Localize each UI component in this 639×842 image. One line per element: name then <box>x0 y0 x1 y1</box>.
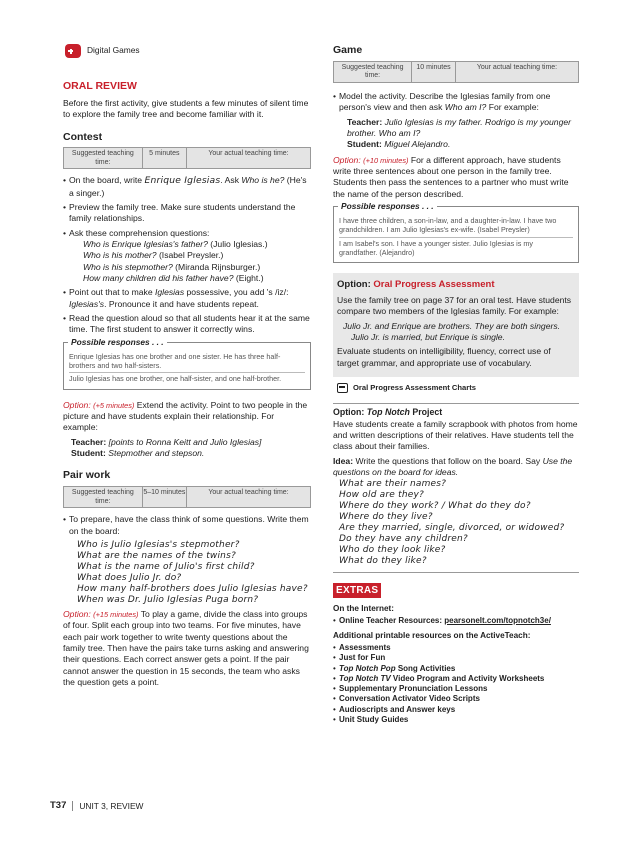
text: Assessments <box>339 643 391 653</box>
assessment-text: Use the family tree on page 37 for an oral test. Have students compare two members of the Iglesias family. For example: <box>337 294 572 317</box>
game-step-1 <box>333 91 579 114</box>
text: Top Notch TV <box>339 673 391 683</box>
text: For example: <box>486 102 539 113</box>
board-question: What is the name of Julio's first child? <box>77 561 255 572</box>
extras-item <box>333 694 579 704</box>
page-footer <box>50 800 143 813</box>
text: Miguel Alejandro. <box>381 139 451 150</box>
text: Use the questions on the board for ideas. <box>333 455 573 477</box>
left-column <box>63 44 311 691</box>
text: [points to Ronna Keitt and Julio Iglesias] <box>106 436 262 447</box>
text: Stepmother and stepson. <box>105 448 205 459</box>
text: Unit Study Guides <box>339 714 409 724</box>
project-idea <box>333 456 579 479</box>
project-box <box>333 403 579 573</box>
text: Iglesias's <box>69 298 105 309</box>
game-possible-responses-box <box>333 200 579 263</box>
a: (Miranda Rijnsburger.) <box>172 261 261 272</box>
option-label: Option: <box>333 154 361 165</box>
contest-step-2: • Preview the family tree. Make sure students understand the family relationships. <box>63 202 311 225</box>
contest-step-4 <box>63 287 311 310</box>
text: Project <box>409 407 443 417</box>
teacher-resources-link[interactable]: pearsonelt.com/topnotch3e/ <box>444 616 551 626</box>
internet-item <box>333 616 579 626</box>
extras-item <box>333 674 579 684</box>
option-time: (+10 minutes) <box>363 155 409 165</box>
q: Who is Enrique Iglesias's father? <box>83 238 208 249</box>
text: Write the questions that follow on the board. Say <box>353 455 543 466</box>
game-time-table <box>333 61 579 83</box>
project-questions <box>333 479 579 567</box>
question-item <box>83 262 311 273</box>
option-label: Option: <box>63 608 91 619</box>
idea-label: Idea: <box>333 455 354 466</box>
oral-review-intro: Before the first activity, give students a few minutes of silent time to explore the family tree and become familiar with it. <box>63 97 309 120</box>
possible-responses-title: Possible responses . . . <box>338 201 437 212</box>
response-line: I have three children, a son-in-law, and a daughter-in-law. I have two grandchildren. I am Julio Iglesias's ex-wife. (Isabel Preysler) <box>339 215 573 238</box>
text: (He's a singer.) <box>69 175 307 198</box>
text: Ask these comprehension questions: <box>69 227 210 238</box>
assessment-example-2: Julio Jr. is married, but Enrique is single. <box>351 331 505 342</box>
suggested-label: Suggested teaching time: <box>64 487 143 507</box>
extras-item <box>333 684 579 694</box>
a: (Eight.) <box>233 272 264 283</box>
question-item <box>83 250 311 261</box>
pair-work-title: Pair work <box>63 469 111 482</box>
project-question: What are their names? <box>339 479 447 490</box>
question: Who is he? <box>241 175 285 186</box>
text: Iglesias <box>155 287 185 298</box>
text: Option: <box>337 279 371 291</box>
project-question: Are they married, single, divorced, or widowed? <box>339 523 565 534</box>
student-label: Student: <box>347 139 382 150</box>
contest-step-3 <box>63 228 311 285</box>
suggested-time: 10 minutes <box>412 62 456 82</box>
project-question: Who do they look like? <box>339 545 446 556</box>
text: Oral Progress Assessment <box>370 279 495 291</box>
text: Julio Iglesias is my father. Rodrigo is my younger brother. Who am I? <box>347 116 572 138</box>
extras-item <box>333 715 579 725</box>
suggested-label: Suggested teaching time: <box>64 148 143 168</box>
project-question: Do they have any children? <box>339 534 468 545</box>
q: Who is his mother? <box>83 250 157 261</box>
game-option <box>333 155 579 200</box>
text: Just for Fun <box>339 653 386 663</box>
assessment-example-1: Julio Jr. and Enrique are brothers. They are both singers. <box>343 320 561 331</box>
student-label: Student: <box>71 448 106 459</box>
oral-progress-assessment-box <box>333 273 579 377</box>
question-item <box>83 273 311 284</box>
contest-time-table <box>63 147 311 169</box>
q: How many children did his father have? <box>83 272 234 283</box>
digital-games-link[interactable] <box>65 44 311 58</box>
game-example <box>333 117 579 151</box>
charts-label: Oral Progress Assessment Charts <box>353 382 476 392</box>
text: Extend the activity. Point to two people in the picture and have students explain their relationship. For example: <box>63 399 308 433</box>
text: Option: <box>333 407 365 417</box>
unit-label: UNIT 3, REVIEW <box>79 800 144 811</box>
assessment-charts-link[interactable] <box>337 383 579 393</box>
suggested-label: Suggested teaching time: <box>334 62 412 82</box>
a: (Julio Iglesias.) <box>207 238 268 249</box>
board-question: What are the names of the twins? <box>77 550 236 561</box>
handwritten-name: Enrique Iglesias <box>144 175 221 187</box>
extras-list <box>333 643 579 725</box>
assessment-title <box>337 279 575 292</box>
text: . Pronounce it and have students repeat. <box>104 298 259 309</box>
a: (Isabel Preysler.) <box>156 250 224 261</box>
text: To play a game, divide the class into groups of four. Split each group into two teams. For five minutes, have each pair work together to write twenty questions about the family tree. Then have the pairs take turns asking and answering their questions. Each correct answer gets a point. If the pair cannot answer the question in 15 seconds, the team who asks the question gets a point. <box>63 608 309 687</box>
teacher-label: Teacher: <box>71 436 107 447</box>
text: possessive, you add 's /iz/: <box>184 287 289 298</box>
contest-step-1 <box>63 175 311 198</box>
text: Song Activities <box>395 663 456 673</box>
text: For a different approach, have students write three sentences about one person in the family tree. Students then pass the sentences to a partner who must write the name of the person described. <box>333 154 569 199</box>
option-time: (+15 minutes) <box>93 609 139 619</box>
question-item <box>83 239 311 250</box>
actual-time-label: Your actual teaching time: <box>208 150 289 158</box>
extras-badge: EXTRAS <box>333 583 381 598</box>
board-questions <box>63 540 311 606</box>
right-column <box>333 44 579 725</box>
response-line: I am Isabel's son. I have a younger sister. Julio Iglesias is my grandfather. (Alejandro) <box>339 238 533 258</box>
text: Model the activity. Describe the Iglesias family from one person's view and then ask <box>339 90 551 113</box>
assessment-evaluate: Evaluate students on intelligibility, fluency, correct use of target grammar, and appropriate use of vocabulary. <box>337 346 551 368</box>
oral-review-title: ORAL REVIEW <box>63 80 137 92</box>
text: Point out that to make <box>69 287 155 298</box>
text: Video Program and Activity Worksheets <box>390 673 545 683</box>
page-number: T37 <box>50 800 67 811</box>
text: Top Notch <box>364 407 410 417</box>
suggested-time: 5–10 minutes <box>143 487 187 507</box>
project-question: How old are they? <box>339 490 424 501</box>
text: Supplementary Pronunciation Lessons <box>339 684 488 694</box>
gamepad-icon <box>65 44 81 58</box>
project-title <box>333 407 579 419</box>
q: Who is his stepmother? <box>83 261 173 272</box>
response-line: Enrique Iglesias has one brother and one sister. He has three half-brothers and two half-sisters. <box>69 351 305 374</box>
contest-title: Contest <box>63 130 103 143</box>
board-question: How many half-brothers does Julio Iglesias have? <box>77 583 308 594</box>
contest-option <box>63 400 311 434</box>
additional-heading: Additional printable resources on the ActiveTeach: <box>333 631 531 641</box>
text: Online Teacher Resources: <box>339 616 445 626</box>
digital-games-label: Digital Games <box>87 45 140 56</box>
printer-icon <box>337 383 348 393</box>
text: . Ask <box>220 175 242 186</box>
text: Audioscripts and Answer keys <box>339 704 456 714</box>
extras-item <box>333 653 579 663</box>
comprehension-questions <box>69 239 311 284</box>
contest-step-5: • Read the question aloud so that all students hear it at the same time. The first student to answer it correctly wins. <box>63 313 311 336</box>
project-question: What do they like? <box>339 556 427 567</box>
extras-item <box>333 705 579 715</box>
suggested-time: 5 minutes <box>143 148 187 168</box>
board-question: Who is Julio Iglesias's stepmother? <box>77 540 240 551</box>
board-question: What does Julio Jr. do? <box>77 572 182 583</box>
response-line: Julio Iglesias has one brother, one half-sister, and one half-brother. <box>69 374 282 384</box>
pair-work-step-1: • To prepare, have the class think of some questions. Write them on the board: <box>63 514 311 537</box>
possible-responses-title: Possible responses . . . <box>68 337 167 348</box>
actual-time-label: Your actual teaching time: <box>208 489 289 497</box>
project-text: Have students create a family scrapbook with photos from home and written descriptions of their relatives. Have students tell the class about their families. <box>333 418 578 452</box>
teacher-label: Teacher: <box>347 116 383 127</box>
option-label: Option: <box>63 399 91 410</box>
contest-example <box>63 437 311 460</box>
board-question: When was Dr. Julio Iglesias Puga born? <box>77 594 259 605</box>
project-question: Where do they work? / What do they do? <box>339 501 531 512</box>
pair-work-time-table <box>63 486 311 508</box>
internet-heading: On the Internet: <box>333 604 394 614</box>
text: Who am I? <box>444 102 487 113</box>
footer-divider <box>72 801 73 811</box>
possible-responses-box <box>63 336 311 390</box>
pair-work-option <box>63 609 311 688</box>
game-title: Game <box>333 44 363 56</box>
text: Conversation Activator Video Scripts <box>339 694 480 704</box>
actual-time-label: Your actual teaching time: <box>476 63 558 71</box>
extras-item <box>333 664 579 674</box>
option-time: (+5 minutes) <box>93 400 135 410</box>
project-question: Where do they live? <box>339 512 433 523</box>
text: Top Notch Pop <box>339 663 396 673</box>
extras-item <box>333 643 579 653</box>
text: On the board, write <box>69 175 145 186</box>
